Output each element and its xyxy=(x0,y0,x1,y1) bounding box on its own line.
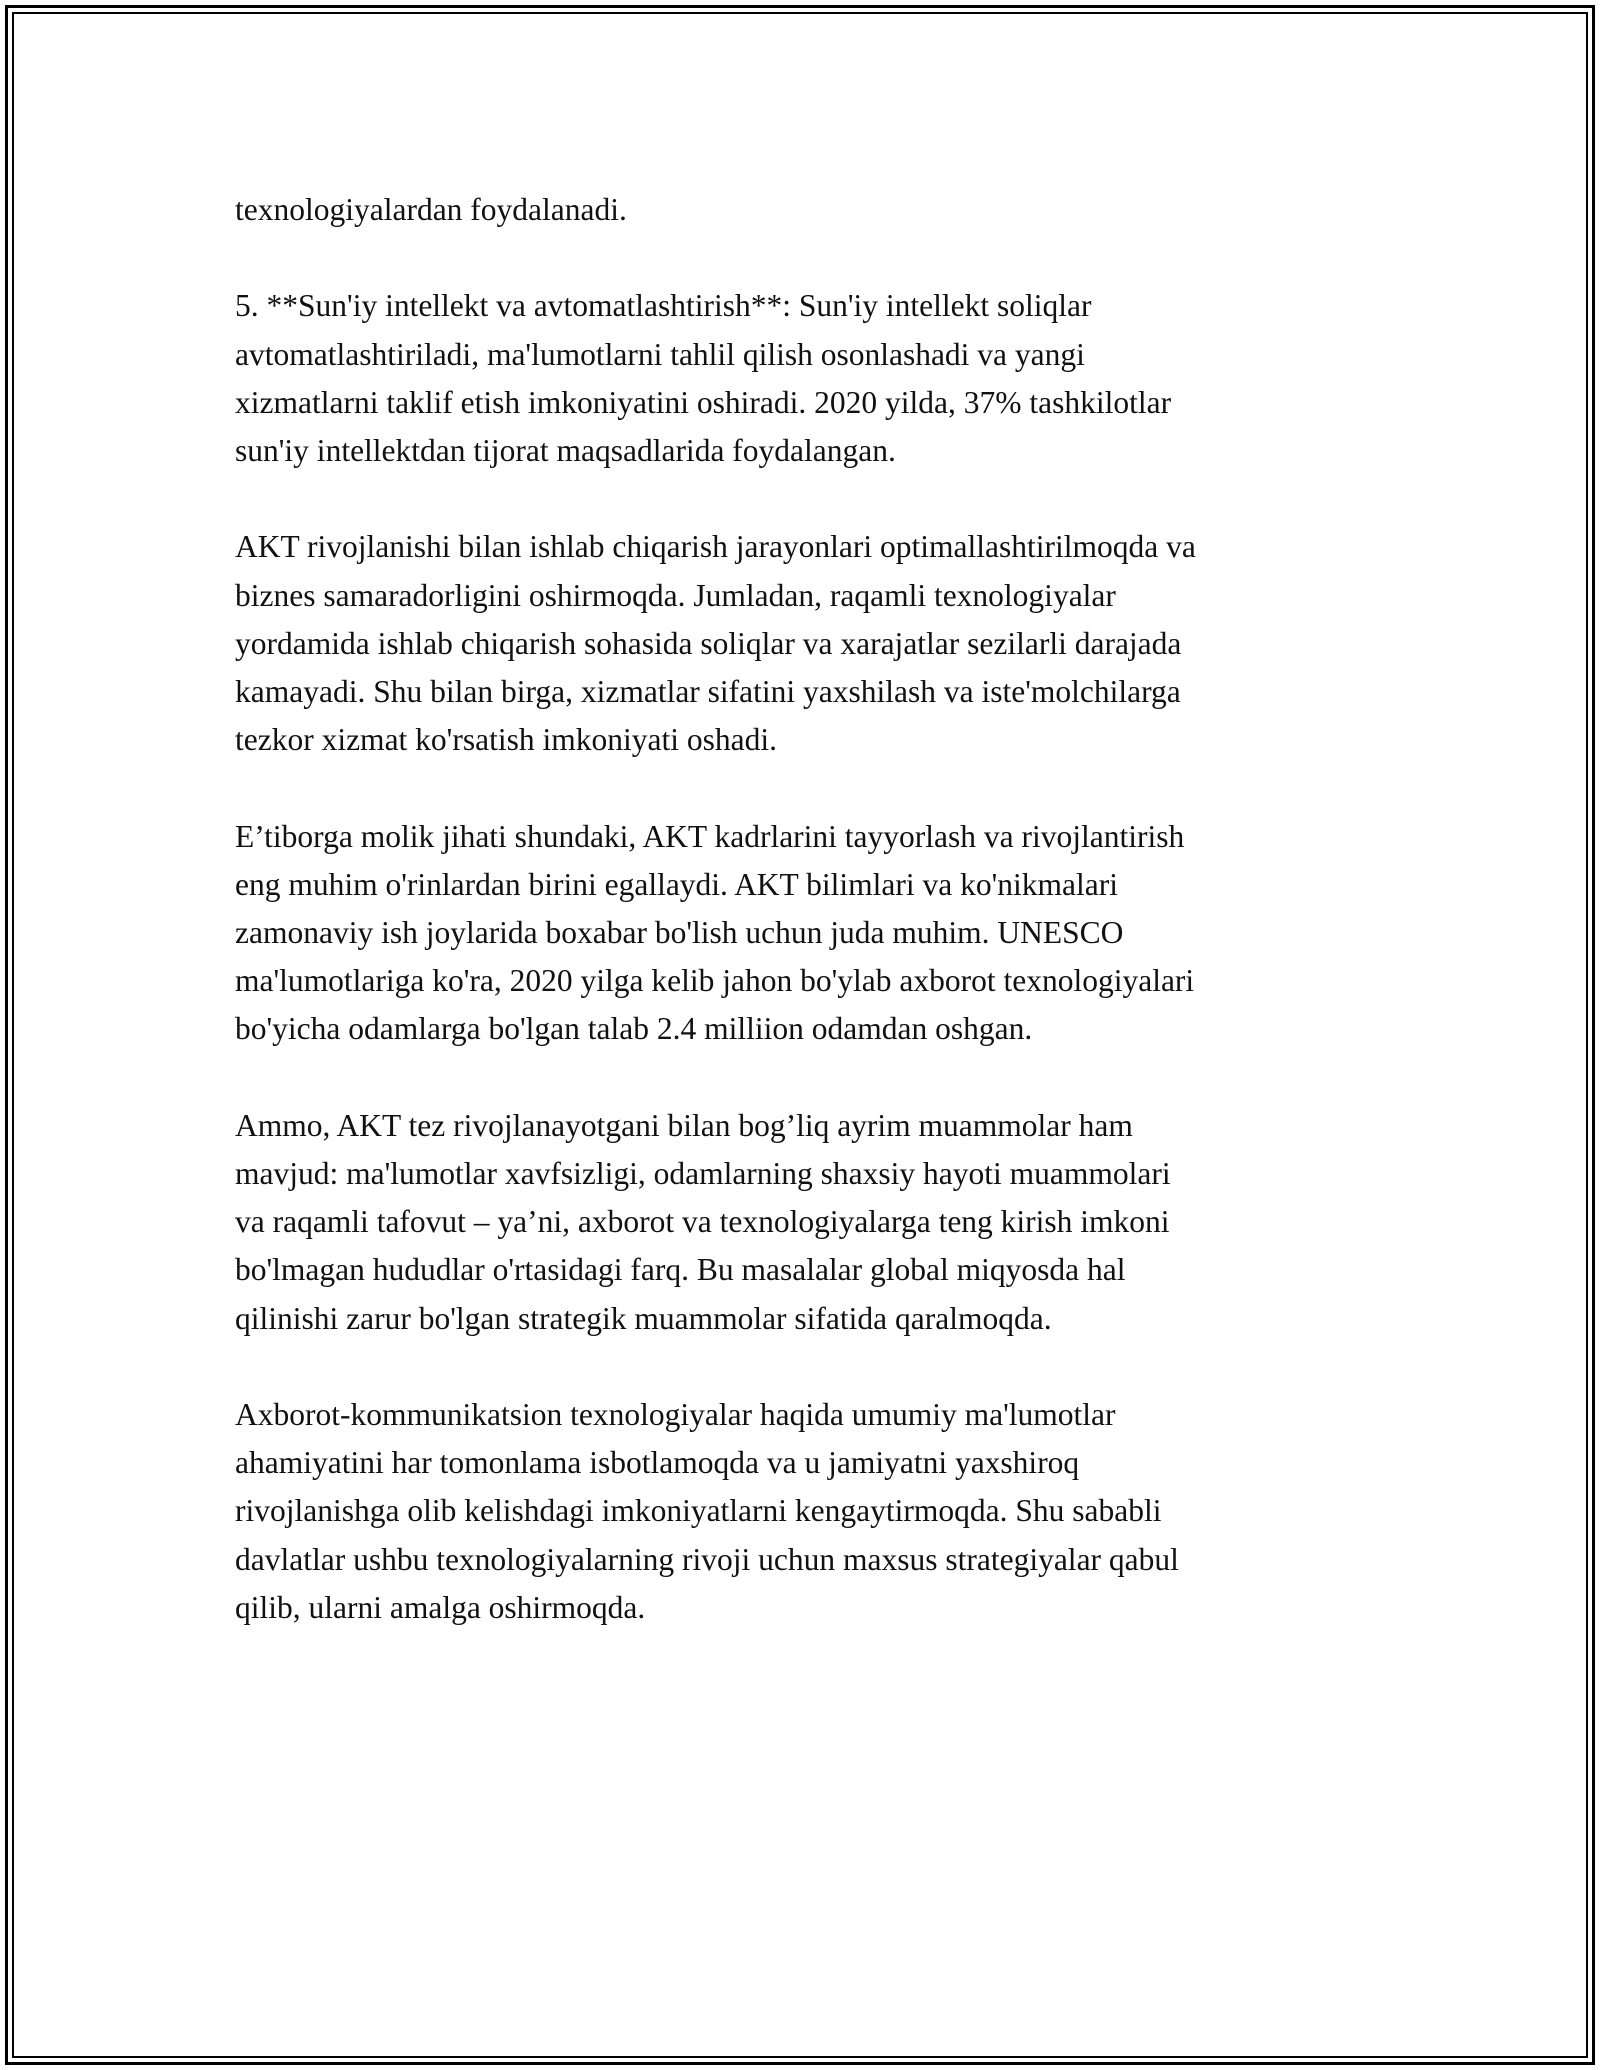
paragraph-continuation: texnologiyalardan foydalanadi. xyxy=(235,192,627,227)
paragraph-akt-production: AKT rivojlanishi bilan ishlab chiqarish jarayonlari optimallashtirilmoqda va biznes samaradorligini oshirmoqda. Jumladan, raqamli texnologiyalar yordamida ishlab chiqarish sohasida soliqlar va xarajatlar sezilarli darajada kamayadi. Shu bilan birga, xizmatlar sifatini yaxshilash va iste'molchilarga tezkor xizmat ko'rsatish imkoniyati oshadi. xyxy=(235,529,1196,758)
paragraph-ai-automation: 5. **Sun'iy intellekt va avtomatlashtirish**: Sun'iy intellekt soliqlar avtomatlashtiriladi, ma'lumotlarni tahlil qilish osonlashadi va yangi xizmatlarni taklif etish imkoniyatini oshiradi. 2020 yilda, 37% tashkilotlar sun'iy intellektdan tijorat maqsadlarida foydalangan. xyxy=(235,288,1172,468)
document-body xyxy=(235,186,1365,1680)
paragraph-akt-training: E’tiborga molik jihati shundaki, AKT kadrlarini tayyorlash va rivojlantirish eng muhim o'rinlardan birini egallaydi. AKT bilimlari va ko'nikmalari zamonaviy ish joylarida boxabar bo'lish uchun juda muhim. UNESCO ma'lumotlariga ko'ra, 2020 yilga kelib jahon bo'ylab axborot texnologiyalari bo'yicha odamlarga bo'lgan talab 2.4 milliion odamdan oshgan. xyxy=(235,818,1195,1047)
paragraph-akt-problems: Ammo, AKT tez rivojlanayotgani bilan bog’liq ayrim muammolar ham mavjud: ma'lumotlar xavfsizligi, odamlarning shaxsiy hayoti muammolari va raqamli tafovut – ya’ni, axborot va texnologiyalarga teng kirish imkoni bo'lmagan hududlar o'rtasidagi farq. Bu masalalar global miqyosda hal qilinishi zarur bo'lgan strategik muammolar sifatida qaralmoqda. xyxy=(235,1107,1171,1336)
paragraph-conclusion: Axborot-kommunikatsion texnologiyalar haqida umumiy ma'lumotlar ahamiyatini har tomonlama isbotlamoqda va u jamiyatni yaxshiroq rivojlanishga olib kelishdagi imkoniyatlarni kengaytirmoqda. Shu sababli davlatlar ushbu texnologiyalarning rivoji uchun maxsus strategiyalar qabul qilib, ularni amalga oshirmoqda. xyxy=(235,1397,1179,1625)
